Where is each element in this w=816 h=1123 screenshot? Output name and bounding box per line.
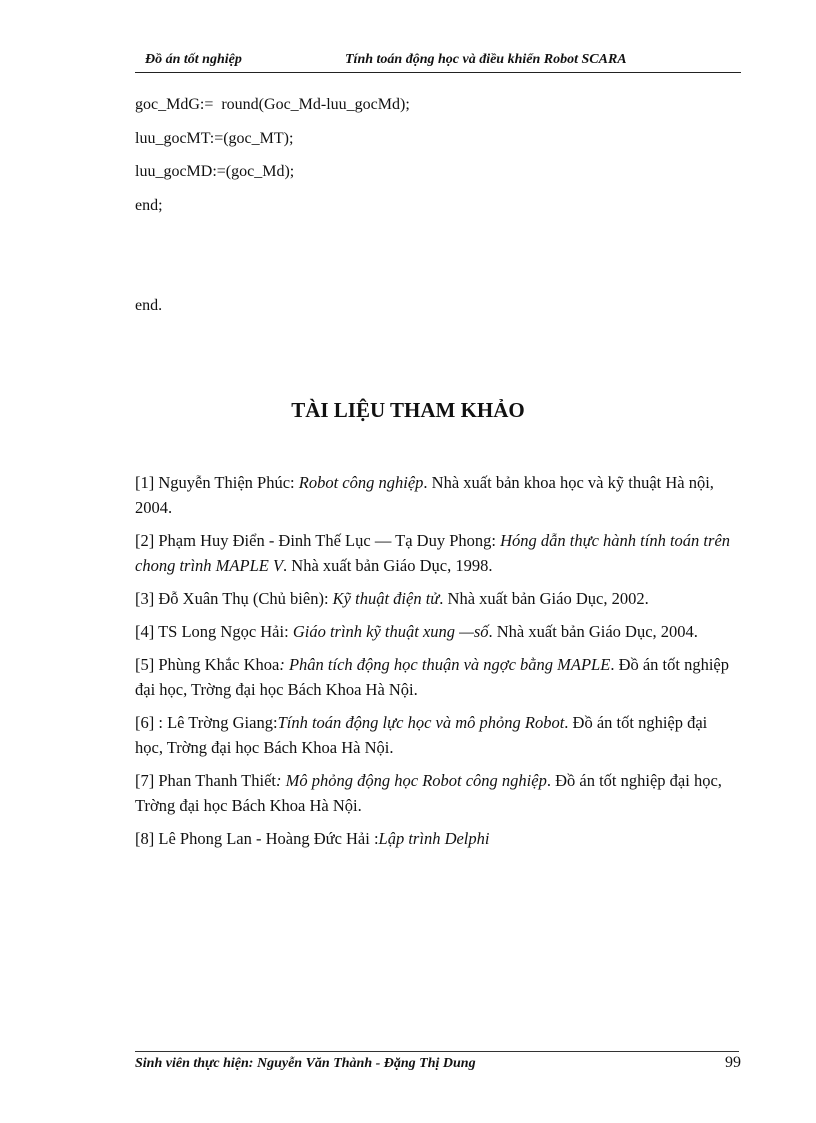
page-header [135, 52, 741, 73]
footer-author: Sinh viên thực hiện: Nguyễn Văn Thành - Đặng Thị Dung [135, 1056, 476, 1071]
header-left: Đồ án tốt nghiệp [145, 52, 242, 67]
header-right: Tính toán động học và điều khiển Robot SCARA [345, 52, 627, 67]
reference-item: [5] Phùng Khắc Khoa: Phân tích động học thuận và ngợc bằng MAPLE. Đồ án tốt nghiệp đại học, Trờng đại học Bách Khoa Hà Nội. [135, 655, 730, 699]
page-number: 99 [725, 1054, 741, 1071]
code-line: goc_MdG:= round(Goc_Md-luu_gocMd); [135, 96, 410, 113]
references-title: TÀI LIỆU THAM KHẢO [291, 398, 525, 422]
reference-item: [8] Lê Phong Lan - Hoàng Đức Hải :Lập trình Delphi [135, 829, 490, 848]
reference-item: [1] Nguyễn Thiện Phúc: Robot công nghiệp. Nhà xuất bản khoa học và kỹ thuật Hà nội, 2004. [135, 473, 714, 517]
page-footer [135, 1051, 739, 1074]
reference-item: [4] TS Long Ngọc Hải: Giáo trình kỹ thuật xung —số. Nhà xuất bản Giáo Dục, 2004. [135, 622, 698, 641]
code-line: end; [135, 197, 163, 214]
reference-item: [3] Đỗ Xuân Thụ (Chủ biên): Kỹ thuật điện tử. Nhà xuất bản Giáo Dục, 2002. [135, 589, 649, 608]
reference-item: [2] Phạm Huy Điển - Đinh Thế Lục — Tạ Duy Phong: Hóng dẫn thực hành tính toán trên chong trình MAPLE V. Nhà xuất bản Giáo Dục, 1998. [135, 531, 731, 575]
code-line: end. [135, 297, 163, 314]
reference-item: [7] Phan Thanh Thiết: Mô phỏng động học Robot công nghiệp. Đồ án tốt nghiệp đại học, Trờng đại học Bách Khoa Hà Nội. [135, 771, 722, 815]
reference-item: [6] : Lê Trờng Giang:Tính toán động lực học và mô phỏng Robot. Đồ án tốt nghiệp đại học, Trờng đại học Bách Khoa Hà Nội. [135, 713, 708, 757]
code-line: luu_gocMT:=(goc_MT); [135, 130, 294, 147]
references-list [135, 470, 735, 859]
code-line: luu_gocMD:=(goc_Md); [135, 163, 295, 180]
